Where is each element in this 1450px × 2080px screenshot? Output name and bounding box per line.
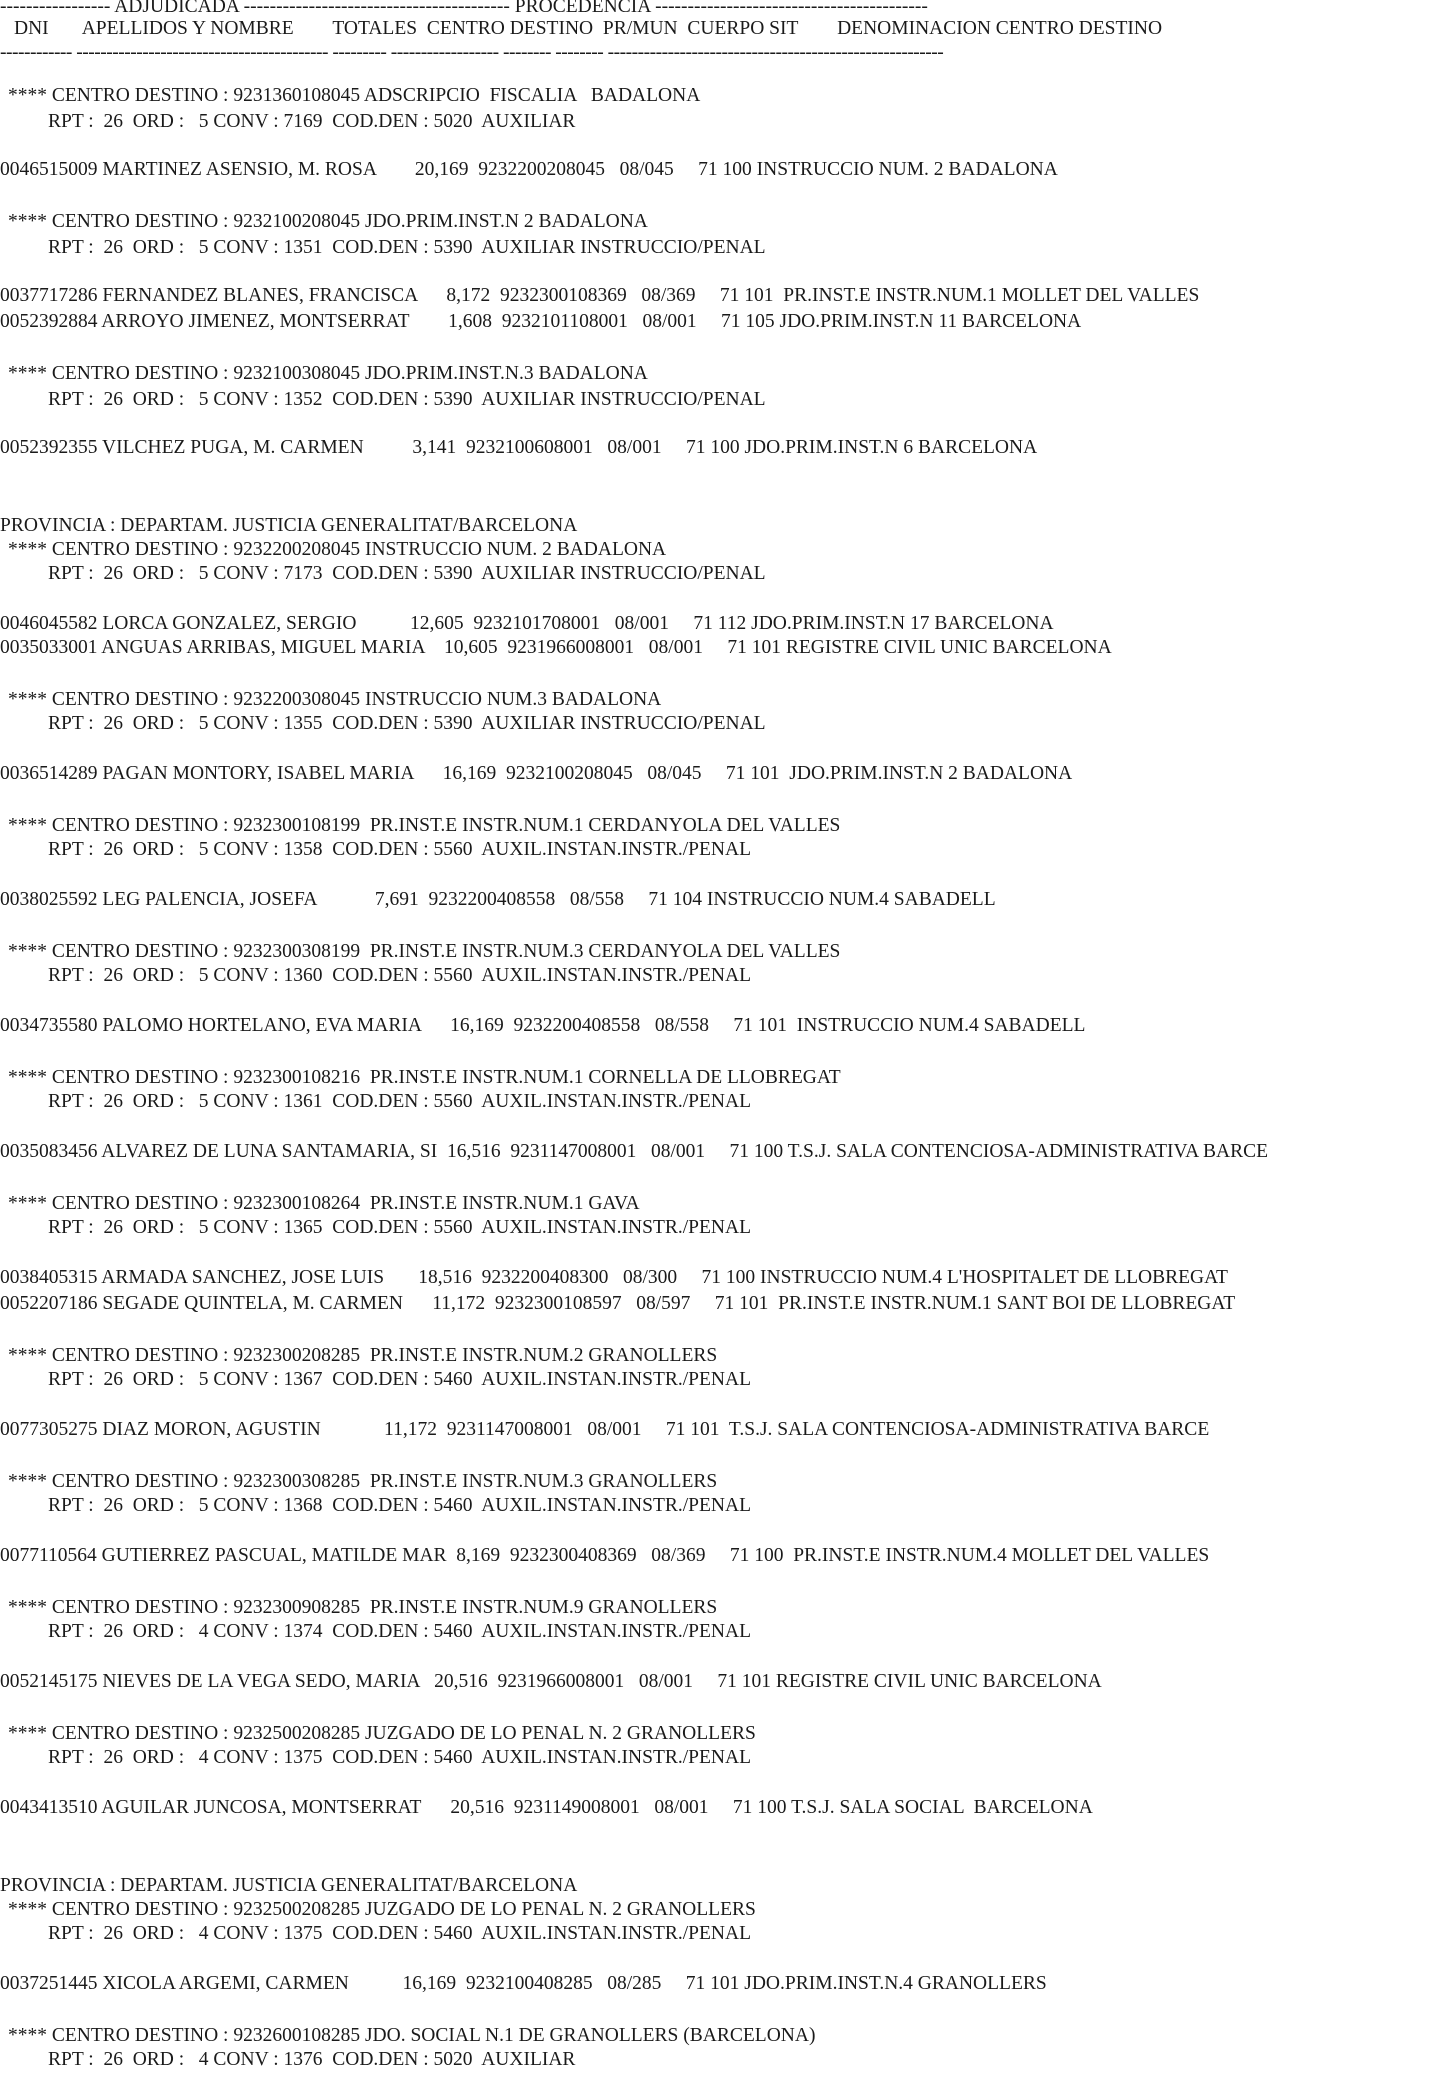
adjudicacion-row: 0037251445 XICOLA ARGEMI, CARMEN 16,169 9232100408285 08/285 71 101 JDO.PRIM.INST.N.4 GRANOLLERS bbox=[0, 1973, 1047, 1994]
adjudicacion-row: 0052392884 ARROYO JIMENEZ, MONTSERRAT 1,608 9232101108001 08/001 71 105 JDO.PRIM.INST.N 11 BARCELONA bbox=[0, 311, 1082, 332]
centro-destino-line: **** CENTRO DESTINO : 9232600108285 JDO. SOCIAL N.1 DE GRANOLLERS (BARCELONA) bbox=[8, 2025, 816, 2046]
centro-destino-line: **** CENTRO DESTINO : 9232200308045 INSTRUCCIO NUM.3 BADALONA bbox=[8, 689, 662, 710]
rpt-line: RPT : 26 ORD : 5 CONV : 1360 COD.DEN : 5560 AUXIL.INSTAN.INSTR./PENAL bbox=[48, 965, 751, 986]
centro-destino-line: **** CENTRO DESTINO : 9232100308045 JDO.PRIM.INST.N.3 BADALONA bbox=[8, 363, 648, 384]
rpt-line: RPT : 26 ORD : 5 CONV : 1361 COD.DEN : 5560 AUXIL.INSTAN.INSTR./PENAL bbox=[48, 1091, 751, 1112]
rpt-line: RPT : 26 ORD : 5 CONV : 1358 COD.DEN : 5560 AUXIL.INSTAN.INSTR./PENAL bbox=[48, 839, 751, 860]
provincia-line: PROVINCIA : DEPARTAM. JUSTICIA GENERALITAT/BARCELONA bbox=[0, 515, 578, 536]
adjudicacion-row: 0035083456 ALVAREZ DE LUNA SANTAMARIA, SI 16,516 9231147008001 08/001 71 100 T.S.J. SALA CONTENCIOSA-ADMINISTRATIVA BARCE bbox=[0, 1141, 1269, 1162]
centro-destino-line: **** CENTRO DESTINO : 9232300908285 PR.INST.E INSTR.NUM.9 GRANOLLERS bbox=[8, 1597, 718, 1618]
adjudicacion-row: 0037717286 FERNANDEZ BLANES, FRANCISCA 8,172 9232300108369 08/369 71 101 PR.INST.E INSTR.NUM.1 MOLLET DEL VALLES bbox=[0, 285, 1200, 306]
rpt-line: RPT : 26 ORD : 4 CONV : 1376 COD.DEN : 5020 AUXILIAR bbox=[48, 2049, 576, 2070]
adjudicacion-row: 0043413510 AGUILAR JUNCOSA, MONTSERRAT 20,516 9231149008001 08/001 71 100 T.S.J. SALA SOCIAL BARCELONA bbox=[0, 1797, 1093, 1818]
rpt-line: RPT : 26 ORD : 5 CONV : 7169 COD.DEN : 5020 AUXILIAR bbox=[48, 111, 576, 132]
adjudicacion-row: 0038405315 ARMADA SANCHEZ, JOSE LUIS 18,516 9232200408300 08/300 71 100 INSTRUCCIO NUM.4 L'HOSPITALET DE LLOBREGAT bbox=[0, 1267, 1228, 1288]
centro-destino-line: **** CENTRO DESTINO : 9232100208045 JDO.PRIM.INST.N 2 BADALONA bbox=[8, 211, 648, 232]
adjudicacion-row: 0038025592 LEG PALENCIA, JOSEFA 7,691 9232200408558 08/558 71 104 INSTRUCCIO NUM.4 SABADELL bbox=[0, 889, 996, 910]
centro-destino-line: **** CENTRO DESTINO : 9232500208285 JUZGADO DE LO PENAL N. 2 GRANOLLERS bbox=[8, 1899, 756, 1920]
rpt-line: RPT : 26 ORD : 5 CONV : 1368 COD.DEN : 5460 AUXIL.INSTAN.INSTR./PENAL bbox=[48, 1495, 751, 1516]
centro-destino-line: **** CENTRO DESTINO : 9232300108216 PR.INST.E INSTR.NUM.1 CORNELLA DE LLOBREGAT bbox=[8, 1067, 841, 1088]
adjudicacion-row: 0077305275 DIAZ MORON, AGUSTIN 11,172 9231147008001 08/001 71 101 T.S.J. SALA CONTENCIOSA-ADMINISTRATIVA BARCE bbox=[0, 1419, 1210, 1440]
rpt-line: RPT : 26 ORD : 4 CONV : 1375 COD.DEN : 5460 AUXIL.INSTAN.INSTR./PENAL bbox=[48, 1747, 751, 1768]
adjudicacion-row: 0052145175 NIEVES DE LA VEGA SEDO, MARIA 20,516 9231966008001 08/001 71 101 REGISTRE CIVIL UNIC BARCELONA bbox=[0, 1671, 1102, 1692]
adjudicacion-row: 0036514289 PAGAN MONTORY, ISABEL MARIA 16,169 9232100208045 08/045 71 101 JDO.PRIM.INST.N 2 BADALONA bbox=[0, 763, 1073, 784]
centro-destino-line: **** CENTRO DESTINO : 9232300308199 PR.INST.E INSTR.NUM.3 CERDANYOLA DEL VALLES bbox=[8, 941, 841, 962]
adjudicacion-row: 0052207186 SEGADE QUINTELA, M. CARMEN 11,172 9232300108597 08/597 71 101 PR.INST.E INSTR.NUM.1 SANT BOI DE LLOBREGAT bbox=[0, 1293, 1236, 1314]
adjudicacion-row: 0035033001 ANGUAS ARRIBAS, MIGUEL MARIA 10,605 9231966008001 08/001 71 101 REGISTRE CIVIL UNIC BARCELONA bbox=[0, 637, 1112, 658]
adjudicacion-row: 0046515009 MARTINEZ ASENSIO, M. ROSA 20,169 9232200208045 08/045 71 100 INSTRUCCIO NUM. 2 BADALONA bbox=[0, 159, 1058, 180]
adjudicacion-row: 0052392355 VILCHEZ PUGA, M. CARMEN 3,141 9232100608001 08/001 71 100 JDO.PRIM.INST.N 6 BARCELONA bbox=[0, 437, 1038, 458]
provincia-line: PROVINCIA : DEPARTAM. JUSTICIA GENERALITAT/BARCELONA bbox=[0, 1875, 578, 1896]
rpt-line: RPT : 26 ORD : 5 CONV : 1352 COD.DEN : 5390 AUXILIAR INSTRUCCIO/PENAL bbox=[48, 389, 766, 410]
header-rule: ------------ ------------------------------------------ --------- ------------------ -------- -------- -------------------------------------------------------- bbox=[0, 42, 944, 63]
rpt-line: RPT : 26 ORD : 5 CONV : 1351 COD.DEN : 5390 AUXILIAR INSTRUCCIO/PENAL bbox=[48, 237, 766, 258]
rpt-line: RPT : 26 ORD : 4 CONV : 1375 COD.DEN : 5460 AUXIL.INSTAN.INSTR./PENAL bbox=[48, 1923, 751, 1944]
adjudicacion-row: 0046045582 LORCA GONZALEZ, SERGIO 12,605 9232101708001 08/001 71 112 JDO.PRIM.INST.N 17 BARCELONA bbox=[0, 613, 1054, 634]
centro-destino-line: **** CENTRO DESTINO : 9232300308285 PR.INST.E INSTR.NUM.3 GRANOLLERS bbox=[8, 1471, 718, 1492]
rpt-line: RPT : 26 ORD : 5 CONV : 1365 COD.DEN : 5560 AUXIL.INSTAN.INSTR./PENAL bbox=[48, 1217, 751, 1238]
header-group-line: ----------------- ADJUDICADA ----------------------------------------- PROCEDENCIA ------------------------------------------ bbox=[0, 0, 928, 17]
rpt-line: RPT : 26 ORD : 5 CONV : 1355 COD.DEN : 5390 AUXILIAR INSTRUCCIO/PENAL bbox=[48, 713, 766, 734]
column-headers: DNI APELLIDOS Y NOMBRE TOTALES CENTRO DESTINO PR/MUN CUERPO SIT DENOMINACION CENTRO DESTINO bbox=[14, 18, 1163, 39]
rpt-line: RPT : 26 ORD : 4 CONV : 1374 COD.DEN : 5460 AUXIL.INSTAN.INSTR./PENAL bbox=[48, 1621, 751, 1642]
rpt-line: RPT : 26 ORD : 5 CONV : 1367 COD.DEN : 5460 AUXIL.INSTAN.INSTR./PENAL bbox=[48, 1369, 751, 1390]
centro-destino-line: **** CENTRO DESTINO : 9231360108045 ADSCRIPCIO FISCALIA BADALONA bbox=[8, 85, 701, 106]
centro-destino-line: **** CENTRO DESTINO : 9232300208285 PR.INST.E INSTR.NUM.2 GRANOLLERS bbox=[8, 1345, 718, 1366]
centro-destino-line: **** CENTRO DESTINO : 9232300108199 PR.INST.E INSTR.NUM.1 CERDANYOLA DEL VALLES bbox=[8, 815, 841, 836]
centro-destino-line: **** CENTRO DESTINO : 9232500208285 JUZGADO DE LO PENAL N. 2 GRANOLLERS bbox=[8, 1723, 756, 1744]
adjudicacion-row: 0034735580 PALOMO HORTELANO, EVA MARIA 16,169 9232200408558 08/558 71 101 INSTRUCCIO NUM.4 SABADELL bbox=[0, 1015, 1086, 1036]
adjudicacion-row: 0077110564 GUTIERREZ PASCUAL, MATILDE MAR 8,169 9232300408369 08/369 71 100 PR.INST.E INSTR.NUM.4 MOLLET DEL VALLES bbox=[0, 1545, 1210, 1566]
rpt-line: RPT : 26 ORD : 5 CONV : 7173 COD.DEN : 5390 AUXILIAR INSTRUCCIO/PENAL bbox=[48, 563, 766, 584]
centro-destino-line: **** CENTRO DESTINO : 9232300108264 PR.INST.E INSTR.NUM.1 GAVA bbox=[8, 1193, 640, 1214]
centro-destino-line: **** CENTRO DESTINO : 9232200208045 INSTRUCCIO NUM. 2 BADALONA bbox=[8, 539, 667, 560]
